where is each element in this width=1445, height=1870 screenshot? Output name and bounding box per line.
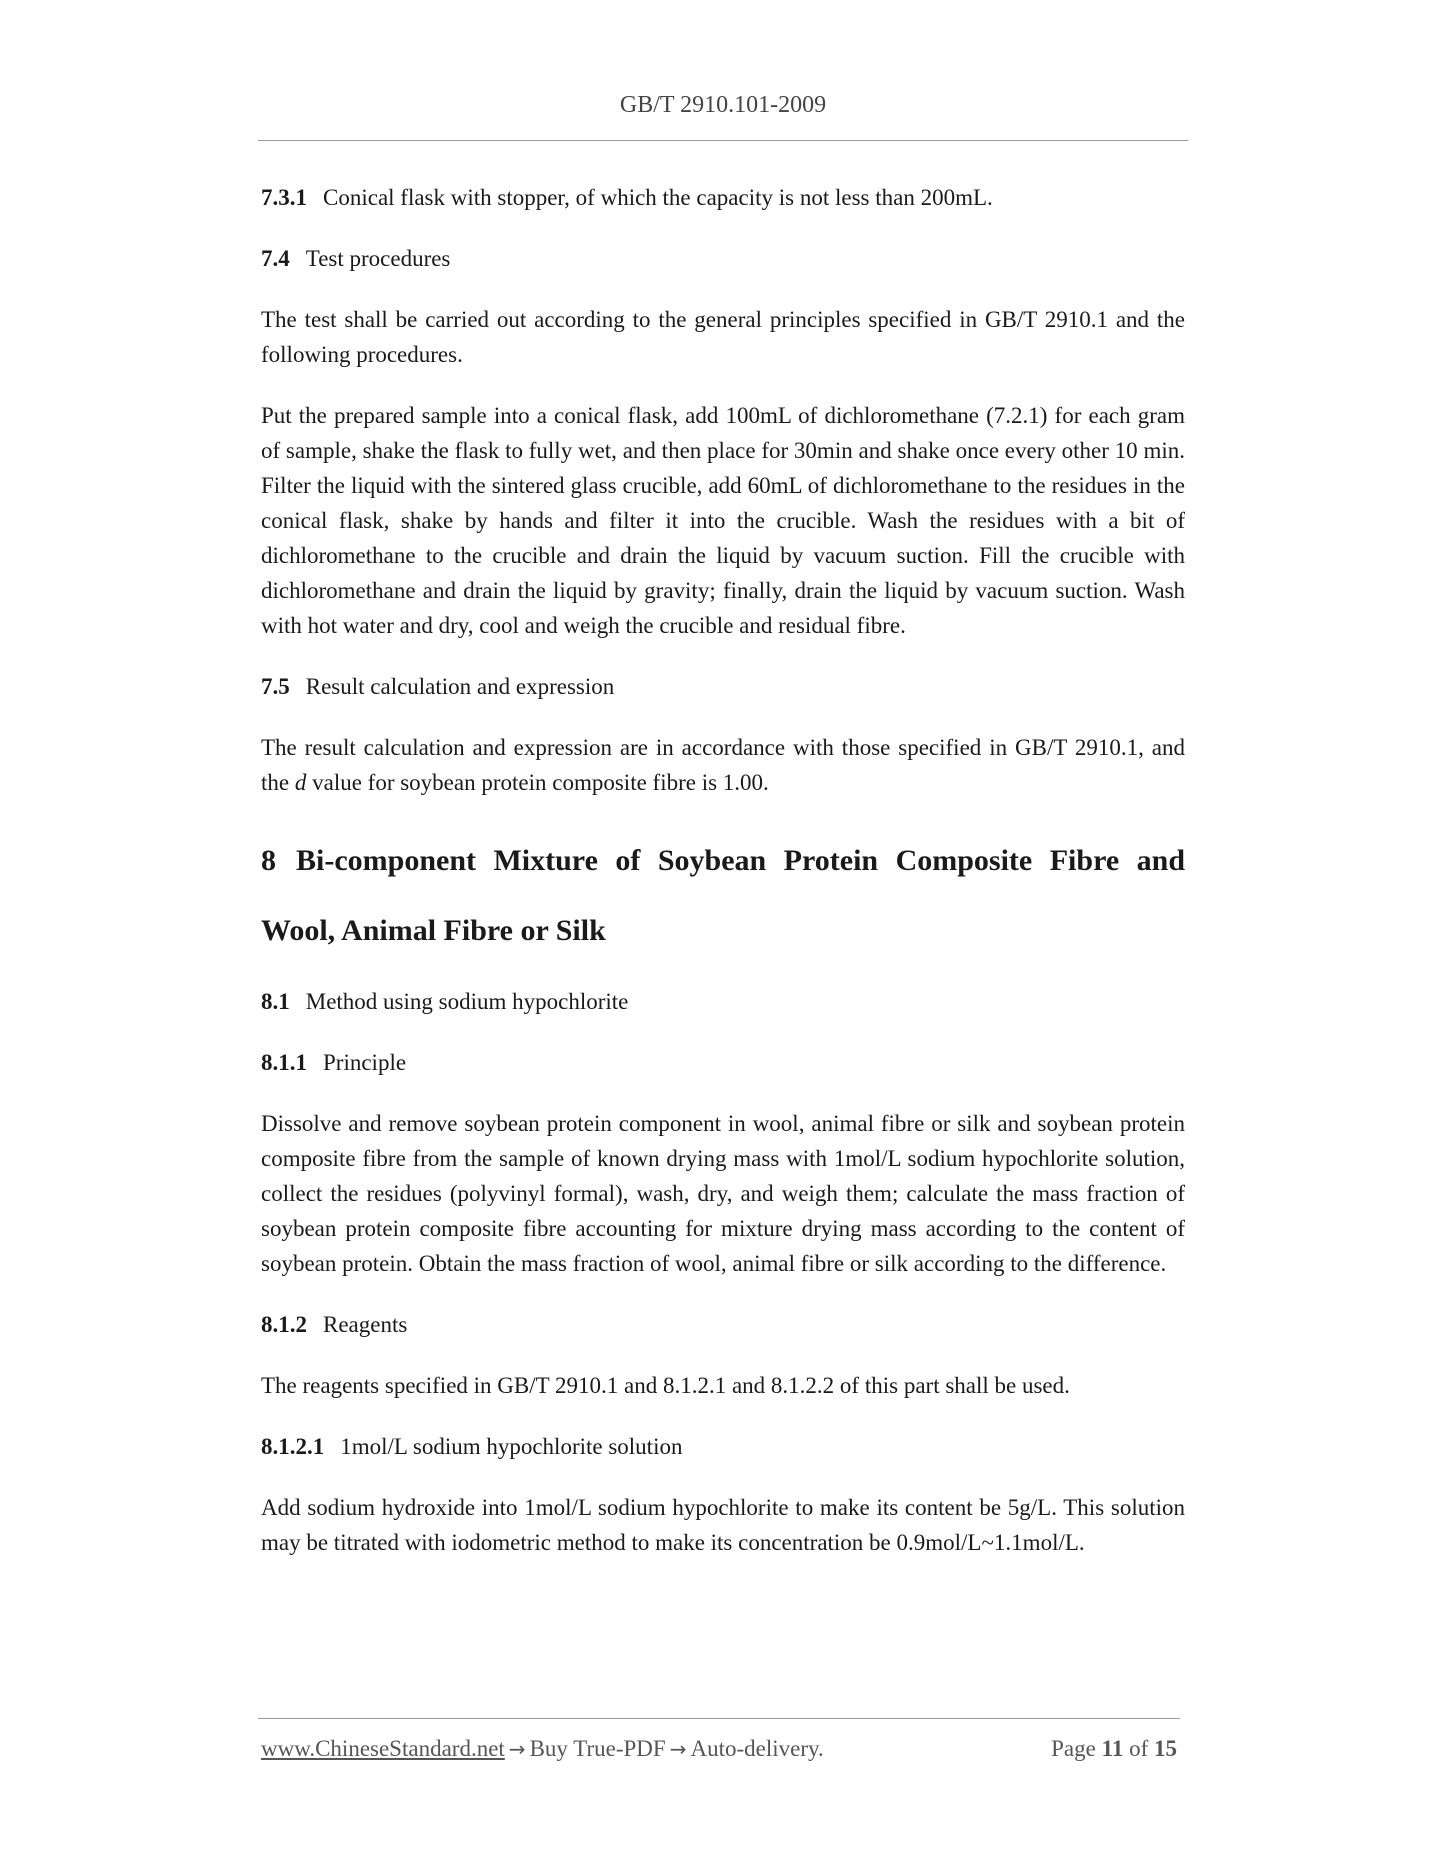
clause-number: 7.3.1 [261, 185, 307, 210]
section-8-heading [261, 826, 1185, 966]
page-header: GB/T 2910.101-2009 [619, 92, 827, 118]
text-run: value for soybean protein composite fibre is 1.00. [306, 770, 769, 795]
buy-text: Buy True-PDF [529, 1736, 666, 1761]
clause-number: 8.1.2.1 [261, 1434, 325, 1459]
page-number: 11 [1101, 1736, 1124, 1761]
clause-7-5 [261, 669, 1185, 704]
clause-text: Test procedures [305, 246, 451, 271]
footer-divider [258, 1718, 1180, 1719]
clause-number: 7.5 [261, 674, 290, 699]
paragraph-reagents: The reagents specified in GB/T 2910.1 and 8.1.2.1 and 8.1.2.2 of this part shall be used. [261, 1373, 1070, 1398]
page-label: Page [1051, 1736, 1096, 1761]
clause-8-1 [261, 984, 1185, 1019]
clause-8-1-1 [261, 1045, 1185, 1080]
clause-7-4 [261, 241, 1185, 276]
page-total: 15 [1154, 1736, 1177, 1761]
clause-text: Result calculation and expression [305, 674, 615, 699]
page-footer [261, 1736, 1181, 1762]
italic-variable: d [294, 770, 307, 795]
clause-8-1-2-1 [261, 1429, 1185, 1464]
clause-number: 8.1 [261, 989, 290, 1014]
text-run: The result calculation and expression are in accordance with those specified in GB/T 2910.1, and the [261, 735, 1185, 795]
clause-text: Principle [323, 1050, 407, 1075]
clause-7-3-1 [261, 180, 1185, 215]
clause-text: Conical flask with stopper, of which the capacity is not less than 200mL. [323, 185, 993, 210]
clause-number: 7.4 [261, 246, 290, 271]
section-number: 8 [261, 844, 276, 877]
clause-text: Method using sodium hypochlorite [305, 989, 629, 1014]
arrow-right-icon: → [508, 1737, 526, 1761]
paragraph-result-calculation [261, 730, 1185, 800]
clause-text: 1mol/L sodium hypochlorite solution [340, 1434, 683, 1459]
clause-number: 8.1.1 [261, 1050, 307, 1075]
paragraph-test-procedure: Put the prepared sample into a conical flask, add 100mL of dichloromethane (7.2.1) for each gram of sample, shake the flask to fully wet, and then place for 30min and shake once every other 10 min. Filter the liquid with the sintered glass crucible, add 60mL of dichloromethane to the residues in the conical flask, shake by hands and filter it into the crucible. Wash the residues with a bit of dichloromethane to the crucible and drain the liquid by vacuum suction. Fill the crucible with dichloromethane and drain the liquid by gravity; finally, drain the liquid by vacuum suction. Wash with hot water and dry, cool and weigh the crucible and residual fibre. [261, 403, 1185, 638]
website-link[interactable]: www.ChineseStandard.net [261, 1736, 505, 1761]
paragraph-general-principles: The test shall be carried out according to the general principles specified in GB/T 2910.1 and the following procedures. [261, 307, 1185, 367]
delivery-text: Auto-delivery. [690, 1736, 824, 1761]
clause-8-1-2 [261, 1307, 1185, 1342]
clause-number: 8.1.2 [261, 1312, 307, 1337]
of-label: of [1129, 1736, 1149, 1761]
paragraph-hypochlorite-solution: Add sodium hydroxide into 1mol/L sodium hypochlorite to make its content be 5g/L. This solution may be titrated with iodometric method to make its concentration be 0.9mol/L~1.1mol/L. [261, 1495, 1185, 1555]
paragraph-principle: Dissolve and remove soybean protein component in wool, animal fibre or silk and soybean protein composite fibre from the sample of known drying mass with 1mol/L sodium hypochlorite solution, collect the residues (polyvinyl formal), wash, dry, and weigh them; calculate the mass fraction of soybean protein composite fibre accounting for mixture drying mass according to the content of soybean protein. Obtain the mass fraction of wool, animal fibre or silk according to the difference. [261, 1111, 1185, 1276]
arrow-right-icon: → [669, 1737, 687, 1761]
page-indicator [1051, 1736, 1177, 1762]
document-body [261, 180, 1185, 1586]
header-divider [258, 140, 1188, 141]
section-title: Bi-component Mixture of Soybean Protein Composite Fibre and Wool, Animal Fibre or Silk [261, 844, 1185, 947]
clause-text: Reagents [323, 1312, 408, 1337]
